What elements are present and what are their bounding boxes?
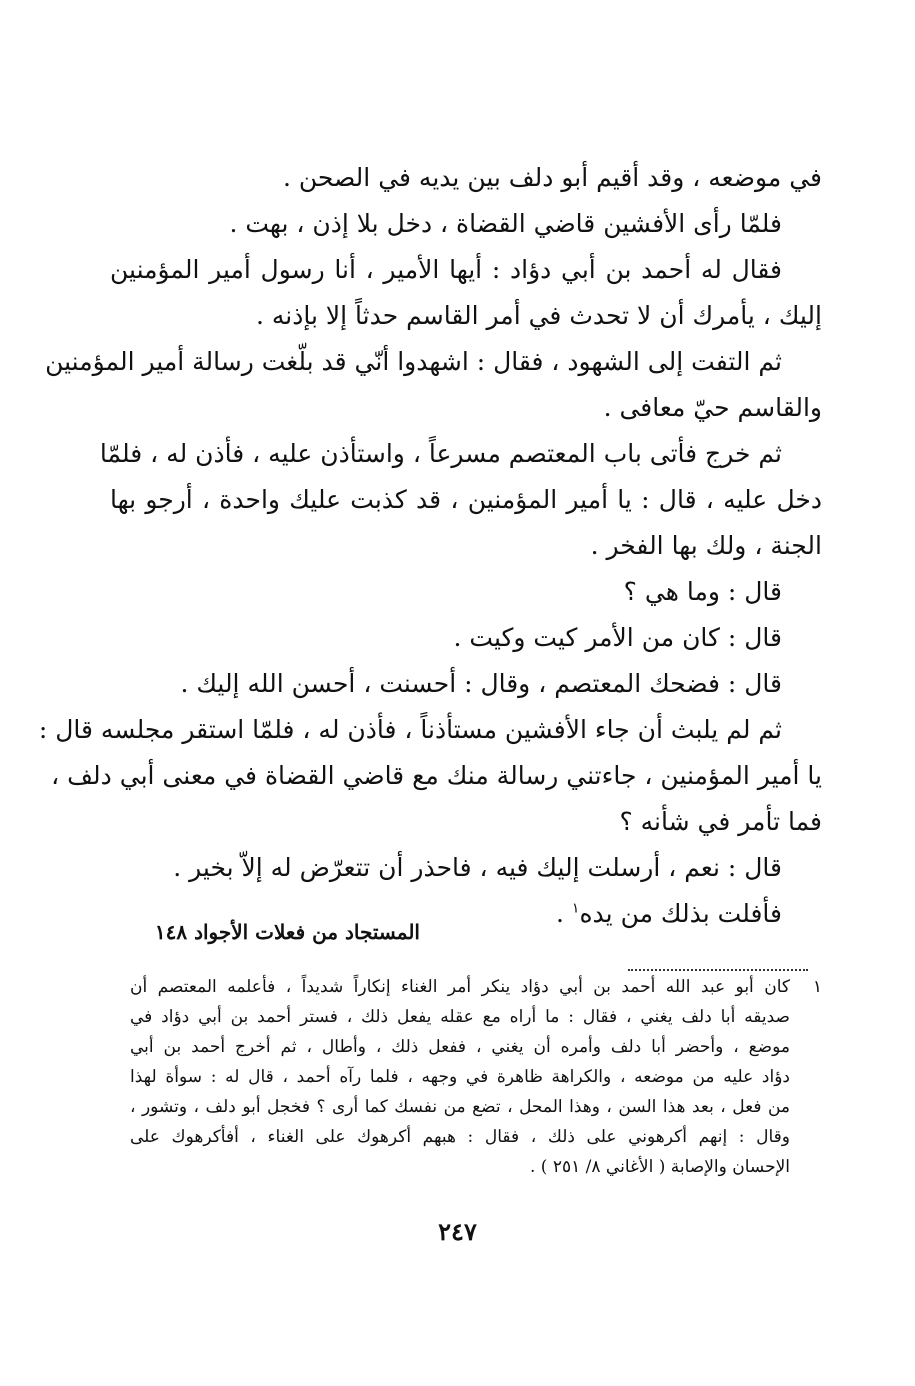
body-line: والقاسم حيّ معافى . xyxy=(603,393,822,422)
body-line: قال : فضحك المعتصم ، وقال : أحسنت ، أحسن الله إليك . xyxy=(180,669,782,698)
footnote-line-text: كان أبو عبد الله أحمد بن أبي دؤاد ينكر أمر الغناء إنكاراً شديداً ، فأعلمه المعتصم أن xyxy=(130,977,790,997)
body-text xyxy=(38,155,822,937)
body-line: يا أمير المؤمنين ، جاءتني رسالة منك مع قاضي القضاة في معنى أبي دلف ، xyxy=(51,761,822,790)
body-line: قال : كان من الأمر كيت وكيت . xyxy=(453,623,782,652)
body-line: الجنة ، ولك بها الفخر . xyxy=(590,531,822,560)
footnote-marker: ١ xyxy=(812,977,822,997)
footnote-line-first xyxy=(130,972,822,1002)
body-line: قال : نعم ، أرسلت إليك فيه ، فاحذر أن تتعرّض له إلاّ بخير . xyxy=(173,853,782,882)
body-line-text: فأفلت بذلك من يده xyxy=(579,899,782,928)
body-line: فلمّا رأى الأفشين قاضي القضاة ، دخل بلا إذن ، بهت . xyxy=(229,209,782,238)
body-line: ثم لم يلبث أن جاء الأفشين مستأذناً ، فأذن له ، فلمّا استقر مجلسه قال : xyxy=(38,715,782,744)
body-line-period: . xyxy=(556,899,572,928)
body-line: في موضعه ، وقد أقيم أبو دلف بين يديه في الصحن . xyxy=(282,163,822,192)
footnote-reference: ١ xyxy=(571,900,580,917)
footnote-separator xyxy=(628,969,808,971)
body-line: فقال له أحمد بن أبي دؤاد : أيها الأمير ، أنا رسول أمير المؤمنين xyxy=(110,255,782,284)
footnote-line: الإحسان والإصابة ( الأغاني ٨/ ٢٥١ ) . xyxy=(529,1157,790,1177)
footnote-line: وقال : إنهم أكرهوني على ذلك ، فقال : هبهم أكرهوك على الغناء ، أفأكرهوك على xyxy=(130,1127,790,1147)
body-line: ثم خرج فأتى باب المعتصم مسرعاً ، واستأذن عليه ، فأذن له ، فلمّا xyxy=(99,439,782,468)
body-line: إليك ، يأمرك أن لا تحدث في أمر القاسم حدثاً إلا بإذنه . xyxy=(256,301,822,330)
body-line: فما تأمر في شأنه ؟ xyxy=(619,807,822,836)
body-line: ثم التفت إلى الشهود ، فقال : اشهدوا أنّي قد بلّغت رسالة أمير المؤمنين xyxy=(45,347,782,376)
page-number: ٢٤٧ xyxy=(438,1217,477,1246)
body-line: دخل عليه ، قال : يا أمير المؤمنين ، قد كذبت عليك واحدة ، أرجو بها xyxy=(110,485,822,514)
footnote-line: صديقه أبا دلف يغني ، فقال : ما أراه مع عقله يفعل ذلك ، فستر أحمد بن أبي دؤاد في xyxy=(130,1007,790,1027)
body-line: قال : وما هي ؟ xyxy=(623,577,782,606)
running-head: المستجاد من فعلات الأجواد ١٤٨ xyxy=(154,920,420,944)
footnote-line: من فعل ، بعد هذا السن ، وهذا المحل ، تضع من نفسك كما أرى ؟ فخجل أبو دلف ، وتشور ، xyxy=(130,1097,790,1117)
footnote xyxy=(130,972,822,1182)
footnote-line: دؤاد عليه من موضعه ، والكراهة ظاهرة في وجهه ، فلما رآه أحمد ، قال له : سوأة لهذا xyxy=(130,1067,790,1087)
footnote-line: موضع ، وأحضر أبا دلف وأمره أن يغني ، ففعل ذلك ، وأطال ، ثم أخرج أحمد بن أبي xyxy=(130,1037,790,1057)
